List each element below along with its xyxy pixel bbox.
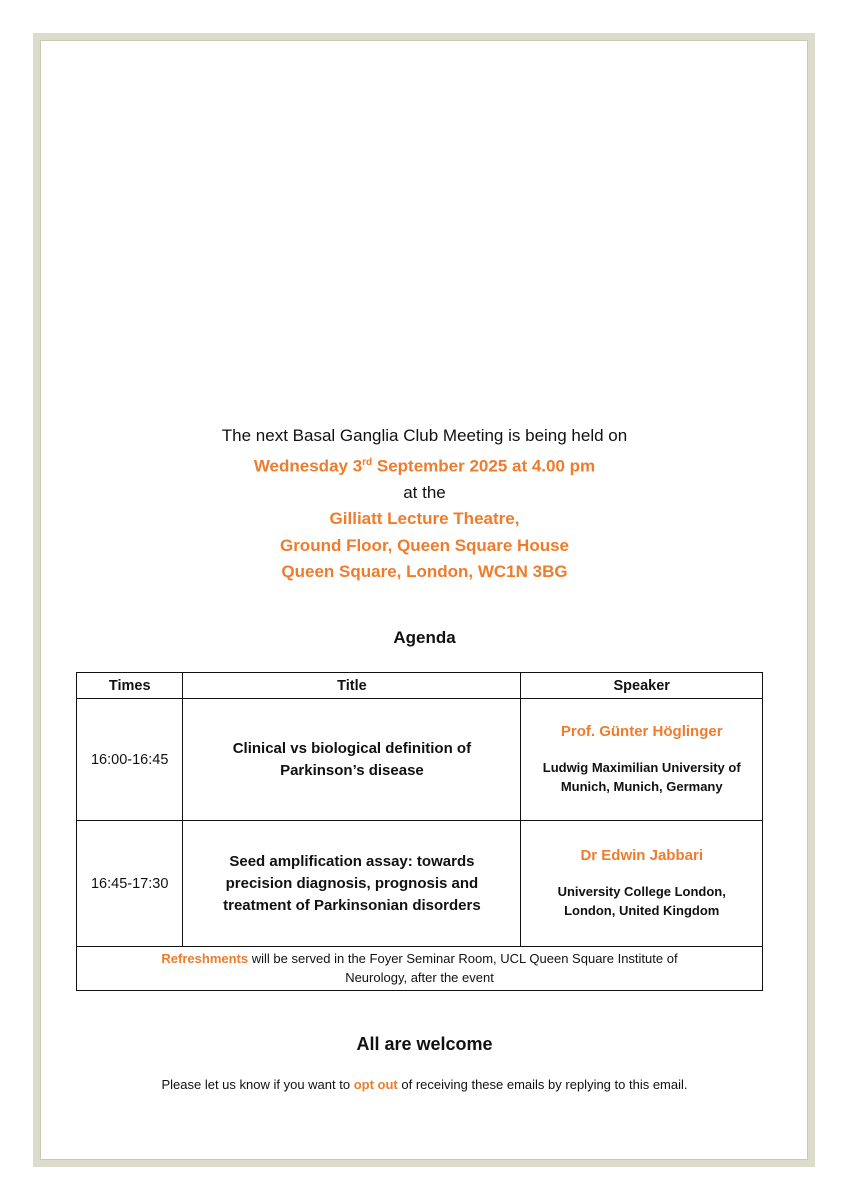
opt-out-pre: Please let us know if you want to [161,1077,354,1092]
all-welcome-text: All are welcome [356,1034,493,1054]
agenda-row [77,699,763,821]
talk-time: 16:00-16:45 [77,699,183,821]
meeting-date [0,450,849,480]
refreshments-line-2: Neurology, after the event [345,970,494,985]
affiliation-line: Munich, Munich, Germany [560,779,723,794]
opt-out-link[interactable]: opt out [353,1077,398,1092]
talk-title [183,699,521,821]
talk-title-line: Parkinson’s disease [280,761,424,779]
meeting-announcement [0,423,849,586]
at-the-text: at the [403,482,446,502]
speaker-name: Dr Edwin Jabbari [580,847,703,864]
agenda-heading: Agenda [393,628,456,647]
refreshments-line-1 [83,949,756,968]
meeting-date-rest: September 2025 at 4.00 pm [372,456,596,476]
agenda-row [77,821,763,947]
venue-line-2: Ground Floor, Queen Square House [279,535,570,555]
header-times: Times [77,673,183,699]
meeting-date-suffix: rd [362,456,373,468]
venue-line-1: Gilliatt Lecture Theatre, [329,509,520,529]
speaker-name: Prof. Günter Höglinger [560,723,723,740]
refreshments-text: will be served in the Foyer Seminar Room, UCL Queen Square Institute of [248,951,678,966]
talk-title-line: Seed amplification assay: towards [229,852,475,870]
affiliation-line: Ludwig Maximilian University of [542,760,741,775]
refreshments-label: Refreshments [161,951,249,966]
header-title: Title [183,673,521,699]
talk-title [183,821,521,947]
opt-out-post: of receiving these emails by replying to this email. [397,1077,688,1092]
talk-time: 16:45-17:30 [77,821,183,947]
header-speaker: Speaker [521,673,763,699]
speaker-cell [521,699,763,821]
meeting-date-main: Wednesday 3 [253,456,363,476]
talk-title-line: Clinical vs biological definition of [232,739,472,757]
speaker-cell [521,821,763,947]
affiliation-line: University College London, [557,884,726,899]
building-collage-image [195,60,665,380]
agenda-table [76,672,763,991]
refreshments-row [77,947,763,991]
affiliation-line: London, United Kingdom [564,903,720,918]
talk-title-line: precision diagnosis, prognosis and [225,874,479,892]
speaker-affiliation [527,758,756,796]
speaker-affiliation [527,882,756,920]
announcement-line: The next Basal Ganglia Club Meeting is being held on [221,426,628,445]
opt-out-note [0,1077,849,1092]
agenda-header-row [77,673,763,699]
refreshments-note [77,947,763,991]
talk-title-line: treatment of Parkinsonian disorders [223,896,481,914]
venue-line-3: Queen Square, London, WC1N 3BG [281,562,568,582]
